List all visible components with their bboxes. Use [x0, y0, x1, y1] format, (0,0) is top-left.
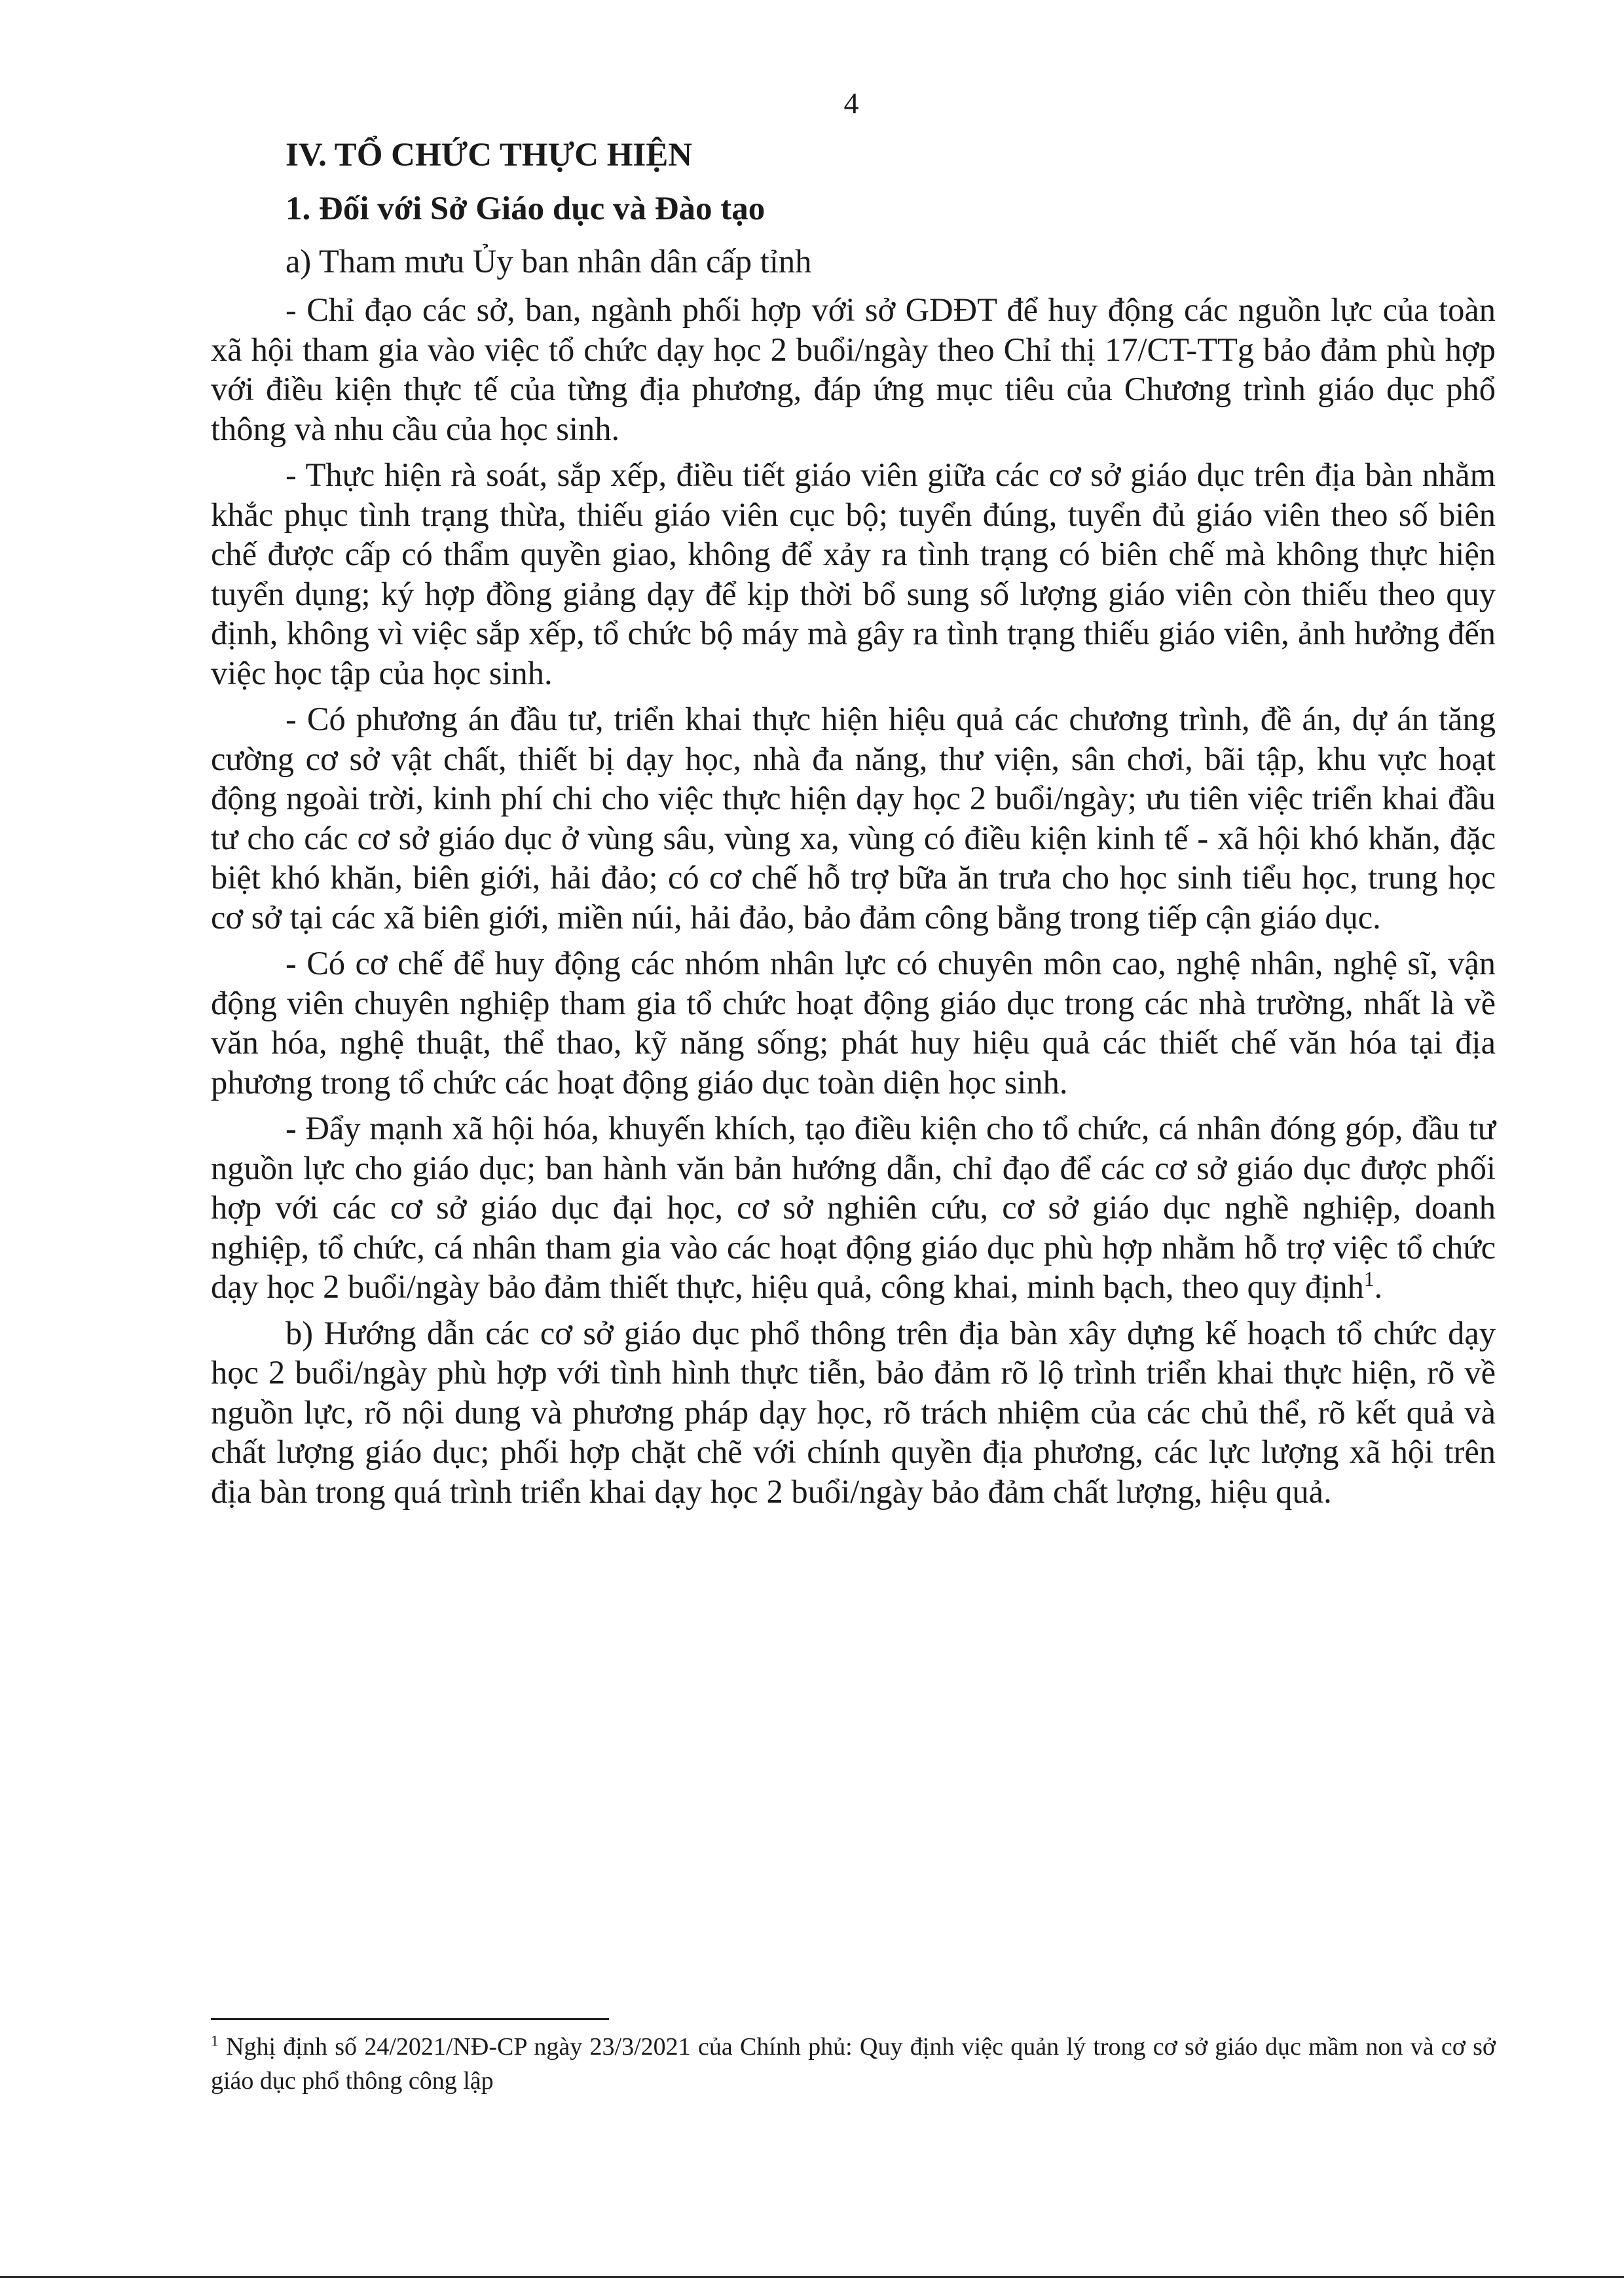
footnote-reference: 1 — [1363, 1268, 1375, 1291]
paragraph-item-b: b) Hướng dẫn các cơ sở giáo dục phổ thông trên địa bàn xây dựng kế hoạch tổ chức dạy học 2 buổi/ngày phù hợp với tình hình thực tiễn, bảo đảm rõ lộ trình triển khai thực hiện, rõ về nguồn lực, rõ nội dung và phương pháp dạy học, rõ trách nhiệm của các chủ thể, rõ kết quả và chất lượng giáo dục; phối hợp chặt chẽ với chính quyền địa phương, các lực lượng xã hội trên địa bàn trong quá trình triển khai dạy học 2 buổi/ngày bảo đảm chất lượng, hiệu quả. — [211, 1314, 1496, 1510]
paragraph-5-end: . — [1374, 1268, 1383, 1305]
document-body — [211, 134, 1496, 1518]
subsection-title: 1. Đối với Sở Giáo dục và Đào tạo — [286, 191, 766, 227]
footnote-marker: 1 — [211, 2032, 219, 2050]
footnote-separator — [211, 2018, 609, 2020]
page-number: 4 — [843, 86, 859, 120]
footnote-text: Nghị định số 24/2021/NĐ-CP ngày 23/3/2021 của Chính phủ: Quy định việc quản lý trong cơ sở giáo dục mầm non và cơ sở giáo dục phổ thông công lập — [211, 2033, 1496, 2095]
section-title: IV. TỔ CHỨC THỰC HIỆN — [286, 137, 693, 174]
paragraph-5 — [211, 1109, 1496, 1307]
paragraph-5-text: - Đẩy mạnh xã hội hóa, khuyến khích, tạo điều kiện cho tổ chức, cá nhân đóng góp, đầu tư nguồn lực cho giáo dục; ban hành văn bản hướng dẫn, chỉ đạo để các cơ sở giáo dục được phối hợp với các cơ sở giáo dục đại học, cơ sở nghiên cứu, cơ sở giáo dục nghề nghiệp, doanh nghiệp, tổ chức, cá nhân tham gia vào các hoạt động giáo dục phù hợp nhằm hỗ trợ việc tổ chức dạy học 2 buổi/ngày bảo đảm thiết thực, hiệu quả, công khai, minh bạch, theo quy định — [211, 1110, 1496, 1305]
paragraph-3: - Có phương án đầu tư, triển khai thực hiện hiệu quả các chương trình, đề án, dự án tăng cường cơ sở vật chất, thiết bị dạy học, nhà đa năng, thư viện, sân chơi, bãi tập, khu vực hoạt động ngoài trời, kinh phí chi cho việc thực hiện dạy học 2 buổi/ngày; ưu tiên việc triển khai đầu tư cho các cơ sở giáo dục ở vùng sâu, vùng xa, vùng có điều kiện kinh tế - xã hội khó khăn, đặc biệt khó khăn, biên giới, hải đảo; có cơ chế hỗ trợ bữa ăn trưa cho học sinh tiểu học, trung học cơ sở tại các xã biên giới, miền núi, hải đảo, bảo đảm công bằng trong tiếp cận giáo dục. — [211, 701, 1496, 936]
item-a-title: a) Tham mưu Ủy ban nhân dân cấp tỉnh — [286, 243, 812, 280]
paragraph-2: - Thực hiện rà soát, sắp xếp, điều tiết giáo viên giữa các cơ sở giáo dục trên địa bàn nhằm khắc phục tình trạng thừa, thiếu giáo viên cục bộ; tuyển đúng, tuyển đủ giáo viên theo số biên chế được cấp có thẩm quyền giao, không để xảy ra tình trạng có biên chế mà không thực hiện tuyển dụng; ký hợp đồng giảng dạy để kịp thời bổ sung số lượng giáo viên còn thiếu theo quy định, không vì việc sắp xếp, tổ chức bộ máy mà gây ra tình trạng thiếu giáo viên, ảnh hưởng đến việc học tập của học sinh. — [211, 456, 1496, 691]
footnote — [211, 2030, 1496, 2098]
paragraph-4: - Có cơ chế để huy động các nhóm nhân lực có chuyên môn cao, nghệ nhân, nghệ sĩ, vận động viên chuyên nghiệp tham gia tổ chức hoạt động giáo dục trong các nhà trường, nhất là về văn hóa, nghệ thuật, thể thao, kỹ năng sống; phát huy hiệu quả các thiết chế văn hóa tại địa phương trong tổ chức các hoạt động giáo dục toàn diện học sinh. — [211, 945, 1496, 1101]
scan-edge-line — [0, 2276, 1624, 2278]
paragraph-1: - Chỉ đạo các sở, ban, ngành phối hợp với sở GDĐT để huy động các nguồn lực của toàn xã hội tham gia vào việc tổ chức dạy học 2 buổi/ngày theo Chỉ thị 17/CT-TTg bảo đảm phù hợp với điều kiện thực tế của từng địa phương, đáp ứng mục tiêu của Chương trình giáo dục phổ thông và nhu cầu của học sinh. — [211, 291, 1496, 447]
